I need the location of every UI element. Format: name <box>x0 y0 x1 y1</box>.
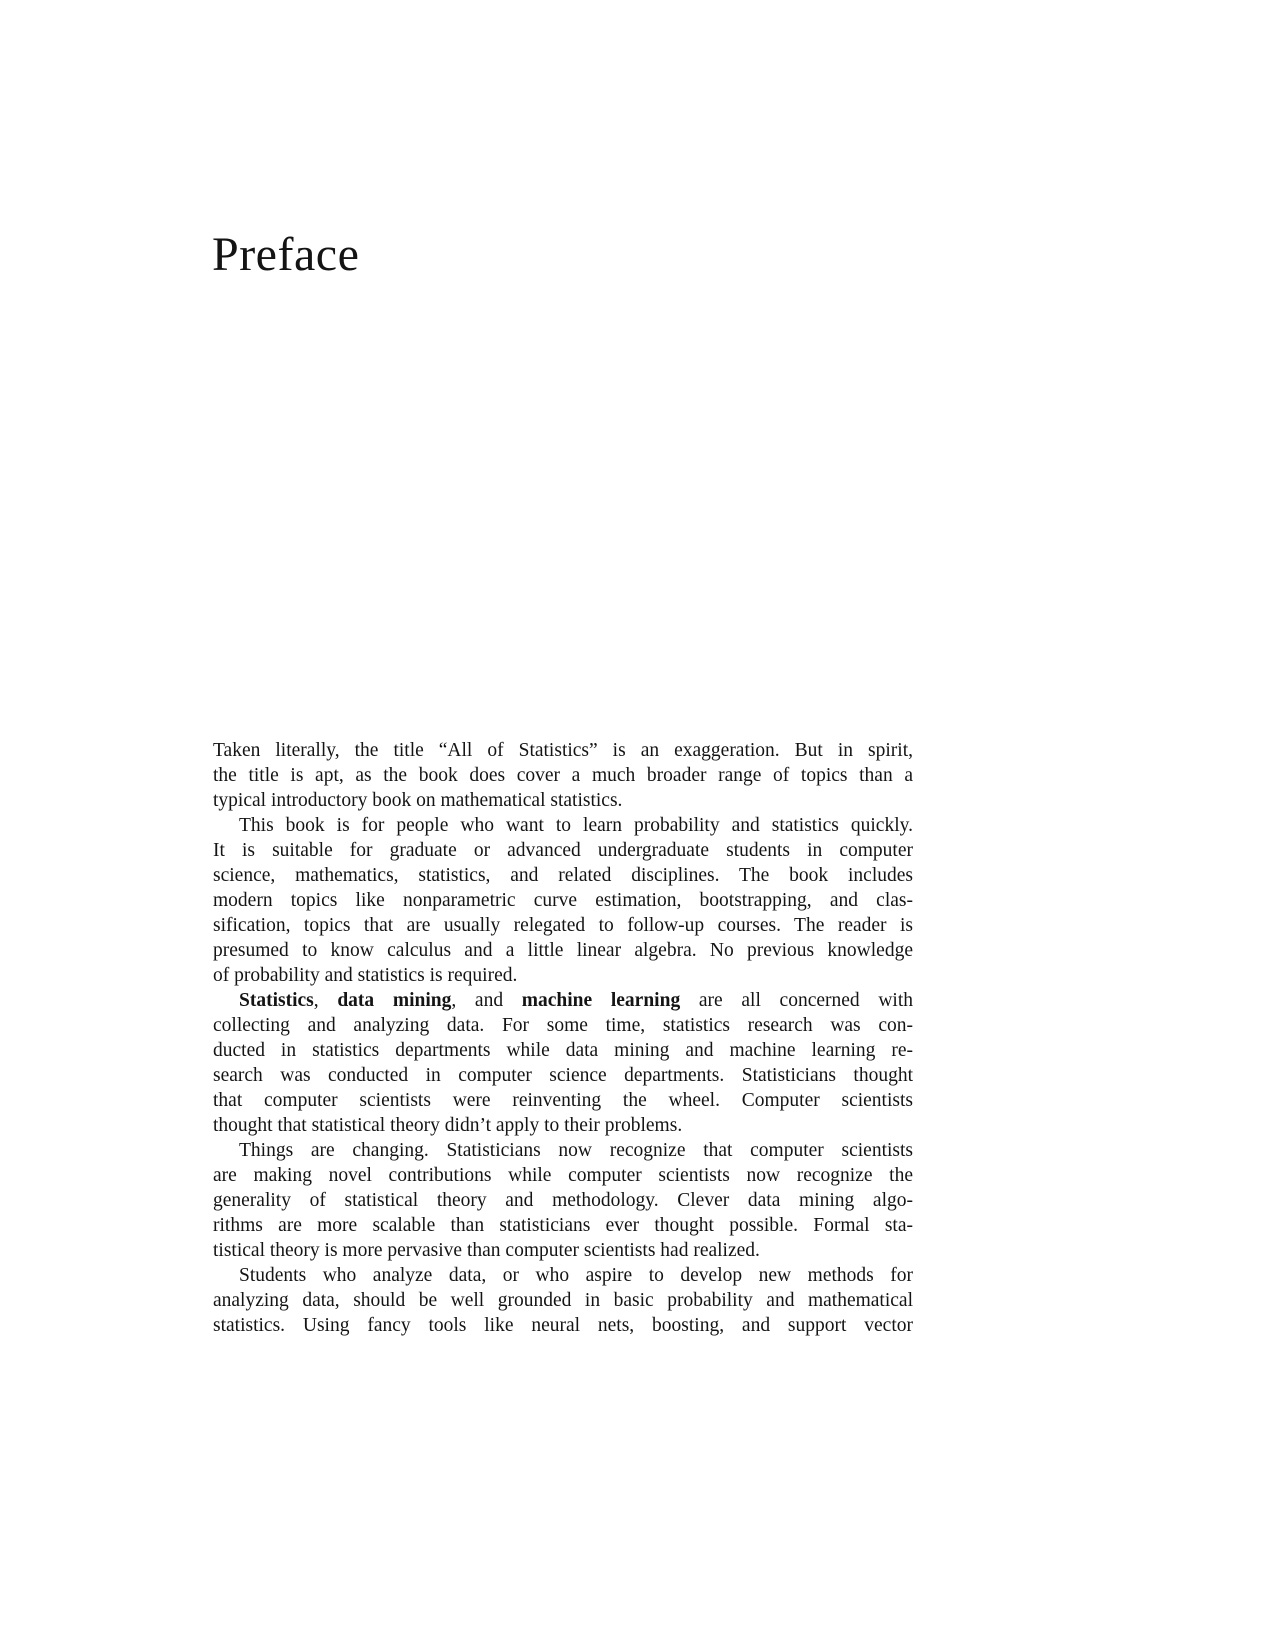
text-line <box>213 1188 913 1213</box>
text-segment: search was conducted in computer science departments. Statisticians thought <box>213 1065 913 1086</box>
text-segment: collecting and analyzing data. For some time, statistics research was con- <box>213 1015 913 1036</box>
text-line <box>213 763 913 788</box>
text-line <box>213 738 913 763</box>
text-segment: thought that statistical theory didn’t apply to their problems. <box>213 1115 683 1136</box>
text-segment: Things are changing. Statisticians now recognize that computer scientists <box>239 1140 913 1161</box>
chapter-title: Preface <box>212 228 360 281</box>
text-segment: typical introductory book on mathematical statistics. <box>213 790 623 811</box>
text-segment: that computer scientists were reinventing the wheel. Computer scientists <box>213 1090 913 1111</box>
text-segment: are making novel contributions while computer scientists now recognize the <box>213 1165 913 1186</box>
text-segment: modern topics like nonparametric curve estimation, bootstrapping, and clas- <box>213 890 913 911</box>
text-segment: rithms are more scalable than statisticians ever thought possible. Formal sta- <box>213 1215 913 1236</box>
text-segment: , <box>313 990 338 1011</box>
text-segment: , and <box>451 990 522 1011</box>
text-line <box>213 1013 913 1038</box>
text-line <box>213 863 913 888</box>
text-line <box>213 1238 913 1263</box>
bold-term: machine learning <box>521 990 681 1011</box>
text-line <box>213 913 913 938</box>
text-segment: tistical theory is more pervasive than computer scientists had realized. <box>213 1240 760 1261</box>
text-line <box>213 1063 913 1088</box>
body-text <box>213 738 913 1338</box>
text-segment: Students who analyze data, or who aspire to develop new methods for <box>239 1265 913 1286</box>
text-segment: are all concerned with <box>680 990 914 1011</box>
text-segment: ducted in statistics departments while data mining and machine learning re- <box>213 1040 913 1061</box>
text-line <box>213 888 913 913</box>
text-line <box>213 838 913 863</box>
text-segment: science, mathematics, statistics, and related disciplines. The book includes <box>213 865 913 886</box>
text-line <box>213 1038 913 1063</box>
text-line <box>213 1163 913 1188</box>
text-segment: of probability and statistics is required. <box>213 965 518 986</box>
text-segment: analyzing data, should be well grounded in basic probability and mathematical <box>213 1290 913 1311</box>
text-line <box>213 938 913 963</box>
text-segment: It is suitable for graduate or advanced undergraduate students in computer <box>213 840 913 861</box>
text-line <box>213 963 913 988</box>
text-segment: presumed to know calculus and a little linear algebra. No previous knowledge <box>213 940 913 961</box>
text-line <box>213 1288 913 1313</box>
text-line <box>213 1113 913 1138</box>
text-line <box>213 1138 913 1163</box>
bold-term: data mining <box>337 990 452 1011</box>
text-line <box>213 1088 913 1113</box>
bold-term: Statistics <box>239 990 314 1011</box>
text-line <box>213 813 913 838</box>
text-segment: generality of statistical theory and methodology. Clever data mining algo- <box>213 1190 913 1211</box>
text-line <box>213 1213 913 1238</box>
text-segment: statistics. Using fancy tools like neural nets, boosting, and support vector <box>213 1315 913 1336</box>
text-segment: Taken literally, the title “All of Statistics” is an exaggeration. But in spirit, <box>213 740 913 761</box>
text-segment: This book is for people who want to learn probability and statistics quickly. <box>239 815 913 836</box>
text-line <box>213 1263 913 1288</box>
text-segment: sification, topics that are usually relegated to follow-up courses. The reader is <box>213 915 913 936</box>
text-segment: the title is apt, as the book does cover a much broader range of topics than a <box>213 765 913 786</box>
text-line <box>213 1313 913 1338</box>
text-line <box>213 988 913 1013</box>
text-line <box>213 788 913 813</box>
